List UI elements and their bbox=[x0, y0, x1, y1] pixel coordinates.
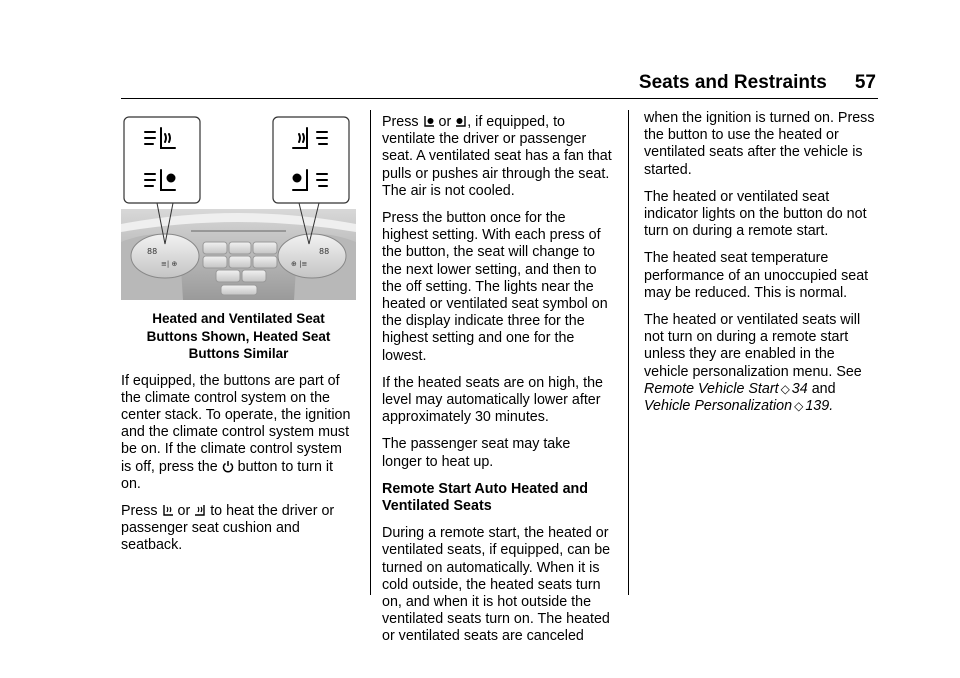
link-vehicle-personalization[interactable]: Vehicle Personalization bbox=[644, 398, 793, 415]
heated-seat-driver-icon bbox=[162, 504, 174, 517]
paragraph: If equipped, the buttons are part of the climate control system on the center stack. To operate, the ignition and the climate control system must be on. If the climate control system is off, press the button to turn it on. bbox=[121, 372, 351, 492]
column-divider bbox=[370, 110, 371, 595]
column-divider bbox=[628, 110, 629, 595]
paragraph: Press or , if equipped, to ventilate the driver or passenger seat. A ventilated seat has a fan that pulls or pushes air through the seat. The air is not cooled. bbox=[382, 114, 612, 199]
paragraph: The passenger seat may take longer to heat up. bbox=[382, 436, 571, 470]
link-remote-vehicle-start[interactable]: Remote Vehicle Start bbox=[644, 380, 779, 397]
column-3 bbox=[644, 110, 880, 425]
paragraph: Press the button once for the highest setting. With each press of the button, the seat will change to the next lower setting, and then to the off setting. The lights near the heated or ventilated seat symbol on the display indicate three for the highest setting and one for the lowest. bbox=[382, 210, 608, 364]
page-number: 57 bbox=[854, 72, 876, 93]
column-2 bbox=[382, 114, 612, 656]
ventilated-seat-driver-icon bbox=[423, 115, 435, 128]
svg-text:≡| ⊕: ≡| ⊕ bbox=[161, 260, 178, 268]
page-ref-remote-vehicle-start[interactable]: 34 bbox=[791, 380, 808, 397]
figure-caption: Heated and Ventilated Seat Buttons Shown, Heated Seat Buttons Similar bbox=[146, 311, 331, 361]
header-rule bbox=[121, 98, 878, 99]
page-reference-icon: ◇ bbox=[780, 381, 790, 396]
page-ref-vehicle-personalization[interactable]: 139 bbox=[805, 398, 830, 415]
section-title: Seats and Restraints bbox=[638, 72, 827, 93]
paragraph: If the heated seats are on high, the level may automatically lower after approximately 30 minutes. bbox=[382, 374, 603, 426]
column-1 bbox=[121, 114, 356, 565]
svg-text:⊕ |≡: ⊕ |≡ bbox=[291, 260, 308, 268]
svg-text:88: 88 bbox=[319, 247, 330, 256]
seat-buttons-illustration bbox=[121, 114, 356, 300]
ventilated-seat-passenger-icon bbox=[455, 115, 467, 128]
page-reference-icon: ◇ bbox=[794, 399, 804, 414]
page-header bbox=[0, 72, 876, 94]
paragraph: The heated or ventilated seat indicator lights on the button do not turn on during a remote start. bbox=[644, 188, 867, 240]
paragraph: Press or to heat the driver or passenger seat cushion and seatback. bbox=[121, 502, 335, 554]
heated-seat-passenger-icon bbox=[194, 504, 206, 517]
subheading: Remote Start Auto Heated and Ventilated Seats bbox=[382, 480, 589, 515]
paragraph: The heated seat temperature performance of an unoccupied seat may be reduced. This is normal. bbox=[644, 250, 869, 301]
svg-text:88: 88 bbox=[147, 247, 158, 256]
paragraph: when the ignition is turned on. Press the button to use the heated or ventilated seats after the vehicle is started. bbox=[644, 110, 875, 178]
power-icon bbox=[222, 460, 234, 473]
paragraph: During a remote start, the heated or ventilated seats, if equipped, can be turned on automatically. When it is cold outside, the heated seats turn on, and when it is hot outside the ventilated seats turn on. The heated or ventilated seats are canceled bbox=[382, 525, 611, 645]
paragraph: The heated or ventilated seats will not turn on during a remote start unless they are enabled in the vehicle personalization menu. See Remote Vehicle Start ◇ 34 and Vehicle Personalization ◇ 139. bbox=[644, 312, 862, 415]
